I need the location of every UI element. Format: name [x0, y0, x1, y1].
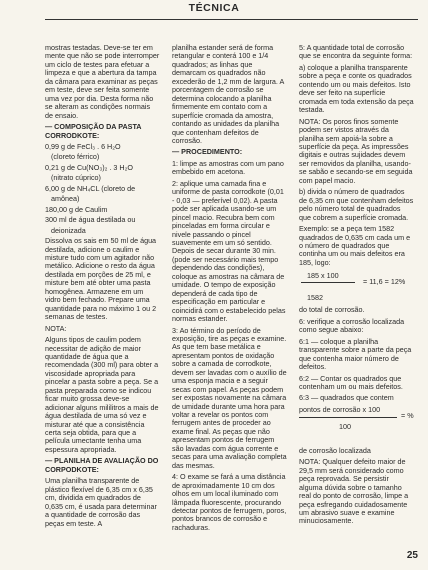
formula-denominator: 100	[339, 421, 351, 431]
step: 6:2 — Contar os quadrados que contenham um ou mais defeitos.	[299, 373, 403, 391]
step: 2: aplique uma camada fina e uniforme de pasta corrodkote (0,01 - 0,03 — preferível 0,02). A pasta pode ser aplicada usando-se um pincel macio. Recubra bem com pinceladas em forma circular e nivele passando o pincel suavemente em um só sentido. Depois de secar durante 30 min. (pode ser necessário mais tempo dependendo das condições), coloque as amostras na câmara de umidade. O tempo de exposição dependerá de cada tipo de especificação em particular e coincidirá com o estabelecido pelas normas estander.	[172, 178, 286, 324]
page-number: 25	[406, 549, 418, 561]
note: NOTA: Os poros finos somente podem ser vistos através da planilha sem apoiá-la sobre a superfície da peça. As impressões digitais e outras sujidades devem ser removidos da planilha, usando-se sabão e secando-se em seguida com papel macio.	[299, 116, 413, 185]
page-header	[0, 4, 428, 18]
calc-numerator: 185 x 100	[307, 271, 339, 281]
section-title: TÉCNICA	[188, 2, 240, 14]
paragraph: planilha estander será de forma retangular e conterá 100 e 1/4 quadrados; as linhas que demarcam os quadrados não excederão de 1,2 mm de largura. A porcentagem de corrosão se determina colocando a planilha firmemente em contato com a superfície cromada da amostra, contando as unidades da planilha que contenham defeitos de corrosão.	[172, 43, 284, 145]
step: b) divida o número de quadrados de 6,35 cm que contenham defeitos pelo número total de quadrados que cobrem a superfície cromada.	[299, 187, 414, 222]
column-middle	[172, 44, 287, 535]
header-rule	[45, 19, 418, 20]
formula-line: 0,99 g de FeCl₃ . 6 H₂O	[45, 141, 121, 151]
step: 6:3 — quadrados que contem	[299, 393, 394, 403]
fraction-bar	[301, 282, 355, 283]
formula-line: 300 ml de água destilada ou	[45, 215, 136, 225]
step: 6: verifique a corrosão localizada como segue abaixo:	[299, 316, 405, 335]
formula-line: 180,00 g de Caulim	[45, 204, 108, 214]
paragraph: Uma planilha transparente de plástico flexível de 6,35 cm x 6,35 cm, dividida em quadrados de 0,635 cm, é usada para determinar a quantidade de corrosão das peças em teste. A	[45, 476, 157, 528]
paragraph: de corrosão localizada	[299, 445, 371, 455]
column-left	[45, 44, 160, 531]
step: 3: Ao término do período de exposição, tire as peças e examine. As que tem base metálica e apresentam pontos de oxidação sobre a camada de corrodkote, devem ser lavadas com o auxílio de uma esponja macia e a seguir secas com papel. As peças podem ser expostas novamente na câmara de umidade durante uma hora para voltar a revelar os pontos com ferrugem antes de proceder ao exame final. As peças que não apresentam pontos de ferrugem são lavadas com água corrente e secas para uma avaliação completa das mesmas.	[172, 325, 287, 470]
step: 1: limpe as amostras com um pano embebido em acetona.	[172, 158, 284, 177]
formula-line: amônea)	[51, 194, 80, 204]
example: Exemplo: se a peça tem 1582 quadrados de 0,635 cm cada um e o número de quadrados que continha um ou mais defeitos era 185, logo:	[299, 224, 411, 267]
note: NOTA: Qualquer defeito maior de 29,5 mm será considerado como peça reprovada. Se persistir alguma dúvida sobre o tamanho real do ponto de corrosão, limpe a peça esfregando cuidadosamente um abrasivo suave e examine minuciosamente.	[299, 457, 409, 526]
heading-pasta: — COMPOSIÇÃO DA PASTA CORRODKOTE:	[45, 122, 142, 140]
formula-line: 6,00 g de NH₄CL (cloreto de	[45, 183, 136, 193]
calculation	[299, 270, 414, 304]
note-label: NOTA:	[45, 323, 67, 333]
formula-line: (nitrato cúprico)	[51, 173, 101, 183]
calc-denominator: 1582	[307, 293, 323, 303]
formula-line: 0,21 g de Cu(NO₃)₂ . 3 H₂O	[45, 162, 134, 172]
formula-line: (cloreto férrico)	[51, 152, 100, 162]
formula-line: deionizada	[51, 225, 86, 235]
paragraph: Dissolva os sais em 50 ml de água destilada, adicione o caulim e misture tudo com um agitador não metálico. Adicione o resto da água destilada em porções de 25 ml, e misture bem até obter uma pasta homogênea. Armazene em um vidro bem fechado. Prepare uma quantidade para no máximo 1 ou 2 semanas de testes.	[45, 236, 157, 322]
heading-planilha: — PLANILHA DE AVALIAÇÃO DO CORPODKOTE:	[45, 456, 159, 474]
calc-result: = 11,6 = 12%	[363, 277, 406, 287]
formula-numerator: pontos de corrosão x 100	[299, 404, 381, 414]
paragraph: mostras testadas. Deve-se ter em mente que não se pode interromper um ciclo de testes para efetuar a limpeza e que a abertura da tampa da câmara para examinar as peças em teste, deve ser feita somente uma vez por dia. Desta forma não se alteram as condições normais de ensaio.	[45, 43, 160, 120]
step: 5: A quantidade total de corrosão que se encontra da seguinte forma:	[299, 43, 413, 61]
step: a) coloque a planilha transparente sobre a peça e conte os quadrados contendo um ou mais defeitos. Isto deve ser feito na superfície cromada em toda extensão da peça testada.	[299, 62, 414, 115]
column-right	[299, 44, 414, 529]
fraction-bar	[299, 417, 397, 418]
formula-percent: = %	[401, 410, 414, 420]
step: 4: O exame se fará a uma distância de aproximadamente 10 cm dos olhos em um local iluminado com lâmpada fluorescente, procurando detectar pontos de ferrugem, poros, pontos brancos de corrosão e rachaduras.	[172, 472, 287, 532]
heading-procedimento: — PROCEDIMENTO:	[172, 147, 243, 157]
paragraph: Alguns tipos de caulim podem necessitar de adição de maior quantidade de água que a recomendada (300 ml) para obter a viscosidade apropriada para pincelar a pasta sobre a peça. Se a pasta preparada como se indicou ficar muito grossa deve-se adicionar alguns mililitros a mais de água destilada de uma só vez e misturar até que a consistência certa seja obtida, para que a película umectante tenha uma espessura apropriada.	[45, 335, 159, 454]
formula-localized	[299, 406, 414, 444]
paragraph: do total de corrosão.	[299, 305, 365, 315]
step: 6:1 — coloque a planilha transparente sobre a parte da peça que contenha maior número de defeitos.	[299, 336, 412, 372]
